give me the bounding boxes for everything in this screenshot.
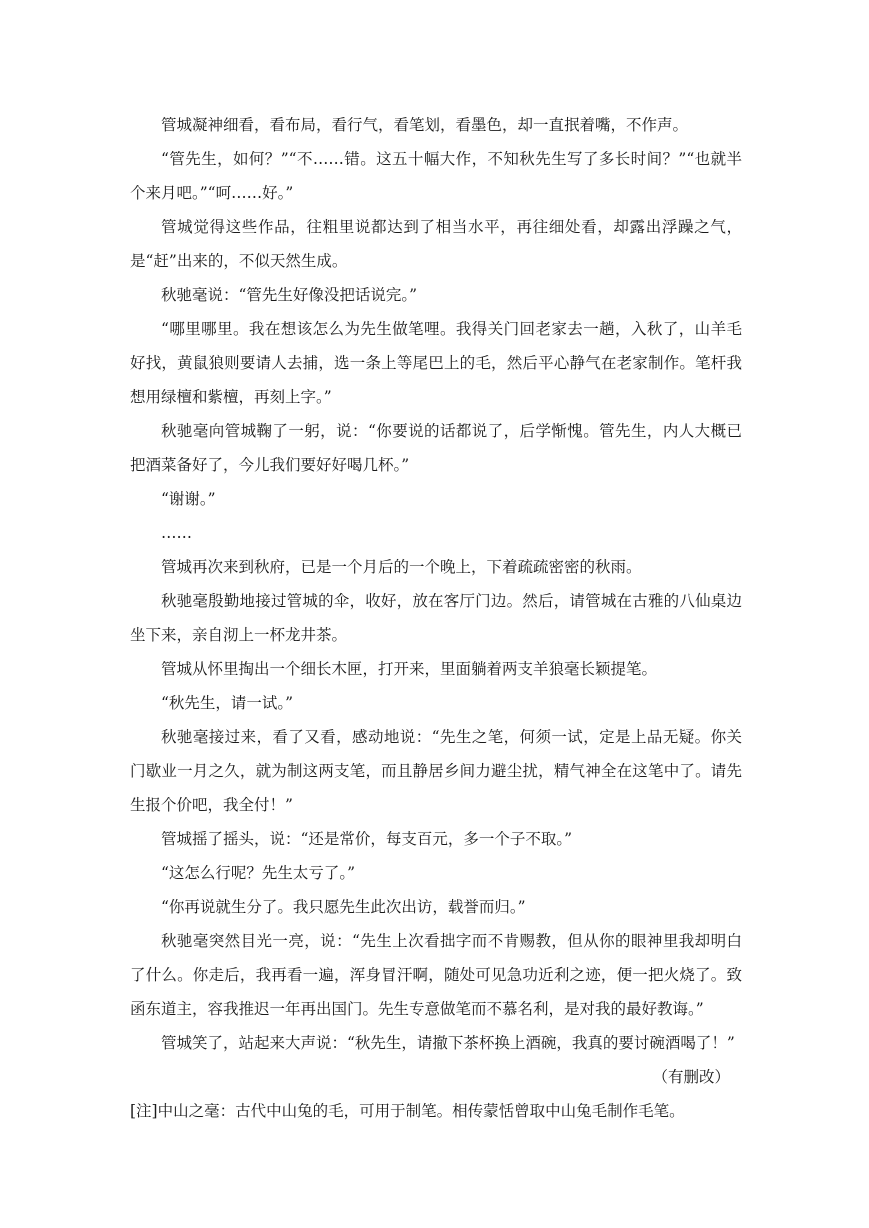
paragraph: 秋驰毫殷勤地接过管城的伞，收好，放在客厅门边。然后，请管城在古雅的八仙桌边坐下来，亲自沏上一杯龙井茶。 — [130, 592, 742, 644]
paragraph: 管城摇了摇头，说：“还是常价，每支百元，多一个子不取。” — [161, 830, 573, 848]
paragraph: “哪里哪里。我在想该怎么为先生做笔哩。我得关门回老家去一趟，入秋了，山羊毛好找，黄鼠狼则要请人去捕，选一条上等尾巴上的毛，然后平心静气在老家制作。笔杆我想用绿檀和紫檀，再刻上字。” — [130, 320, 742, 406]
paragraph: 管城凝神细看，看布局，看行气，看笔划，看墨色，却一直抿着嘴，不作声。 — [161, 116, 689, 134]
source-note: （有删改） — [652, 1068, 730, 1086]
paragraph: 管城觉得这些作品，往粗里说都达到了相当水平，再往细处看，却露出浮躁之气，是“赶”出来的，不似天然生成。 — [130, 218, 742, 270]
ellipsis-separator: …… — [161, 524, 192, 542]
paragraph: 秋驰毫接过来，看了又看，感动地说：“先生之笔，何须一试，定是上品无疑。你关门歇业一月之久，就为制这两支笔，而且静居乡间力避尘扰，精气神全在这笔中了。请先生报个价吧，我全付！” — [130, 728, 742, 814]
paragraph: 管城笑了，站起来大声说：“秋先生，请撤下茶杯换上酒碗，我真的要讨碗酒喝了！” — [161, 1034, 735, 1052]
paragraph: “管先生，如何？”“不……错。这五十幅大作，不知秋先生写了多长时间？”“也就半个来月吧。”“呵……好。” — [130, 150, 742, 202]
paragraph: 秋驰毫说：“管先生好像没把话说完。” — [161, 286, 418, 304]
paragraph: “谢谢。” — [161, 490, 216, 508]
paragraph: 秋驰毫突然目光一亮，说：“先生上次看拙字而不肯赐教，但从你的眼神里我却明白了什么。你走后，我再看一遍，浑身冒汗啊，随处可见急功近利之迹，便一把火烧了。致函东道主，容我推迟一年再出国门。先生专意做笔而不慕名利，是对我的最好教诲。” — [130, 932, 742, 1018]
paragraph: “秋先生，请一试。” — [161, 694, 294, 712]
paragraph: 管城再次来到秋府，已是一个月后的一个晚上，下着疏疏密密的秋雨。 — [161, 558, 642, 576]
footnote: [注]中山之毫：古代中山兔的毛，可用于制笔。相传蒙恬曾取中山兔毛制作毛笔。 — [130, 1102, 685, 1120]
paragraph: 管城从怀里掏出一个细长木匣，打开来，里面躺着两支羊狼毫长颖提笔。 — [161, 660, 658, 678]
paragraph: “这怎么行呢？先生太亏了。” — [161, 864, 356, 882]
story-text — [130, 108, 742, 1128]
paragraph: 秋驰毫向管城鞠了一躬，说：“你要说的话都说了，后学惭愧。管先生，内人大概已把酒菜备好了，今儿我们要好好喝几杯。” — [130, 422, 742, 474]
paragraph: “你再说就生分了。我只愿先生此次出访，载誉而归。” — [161, 898, 526, 916]
